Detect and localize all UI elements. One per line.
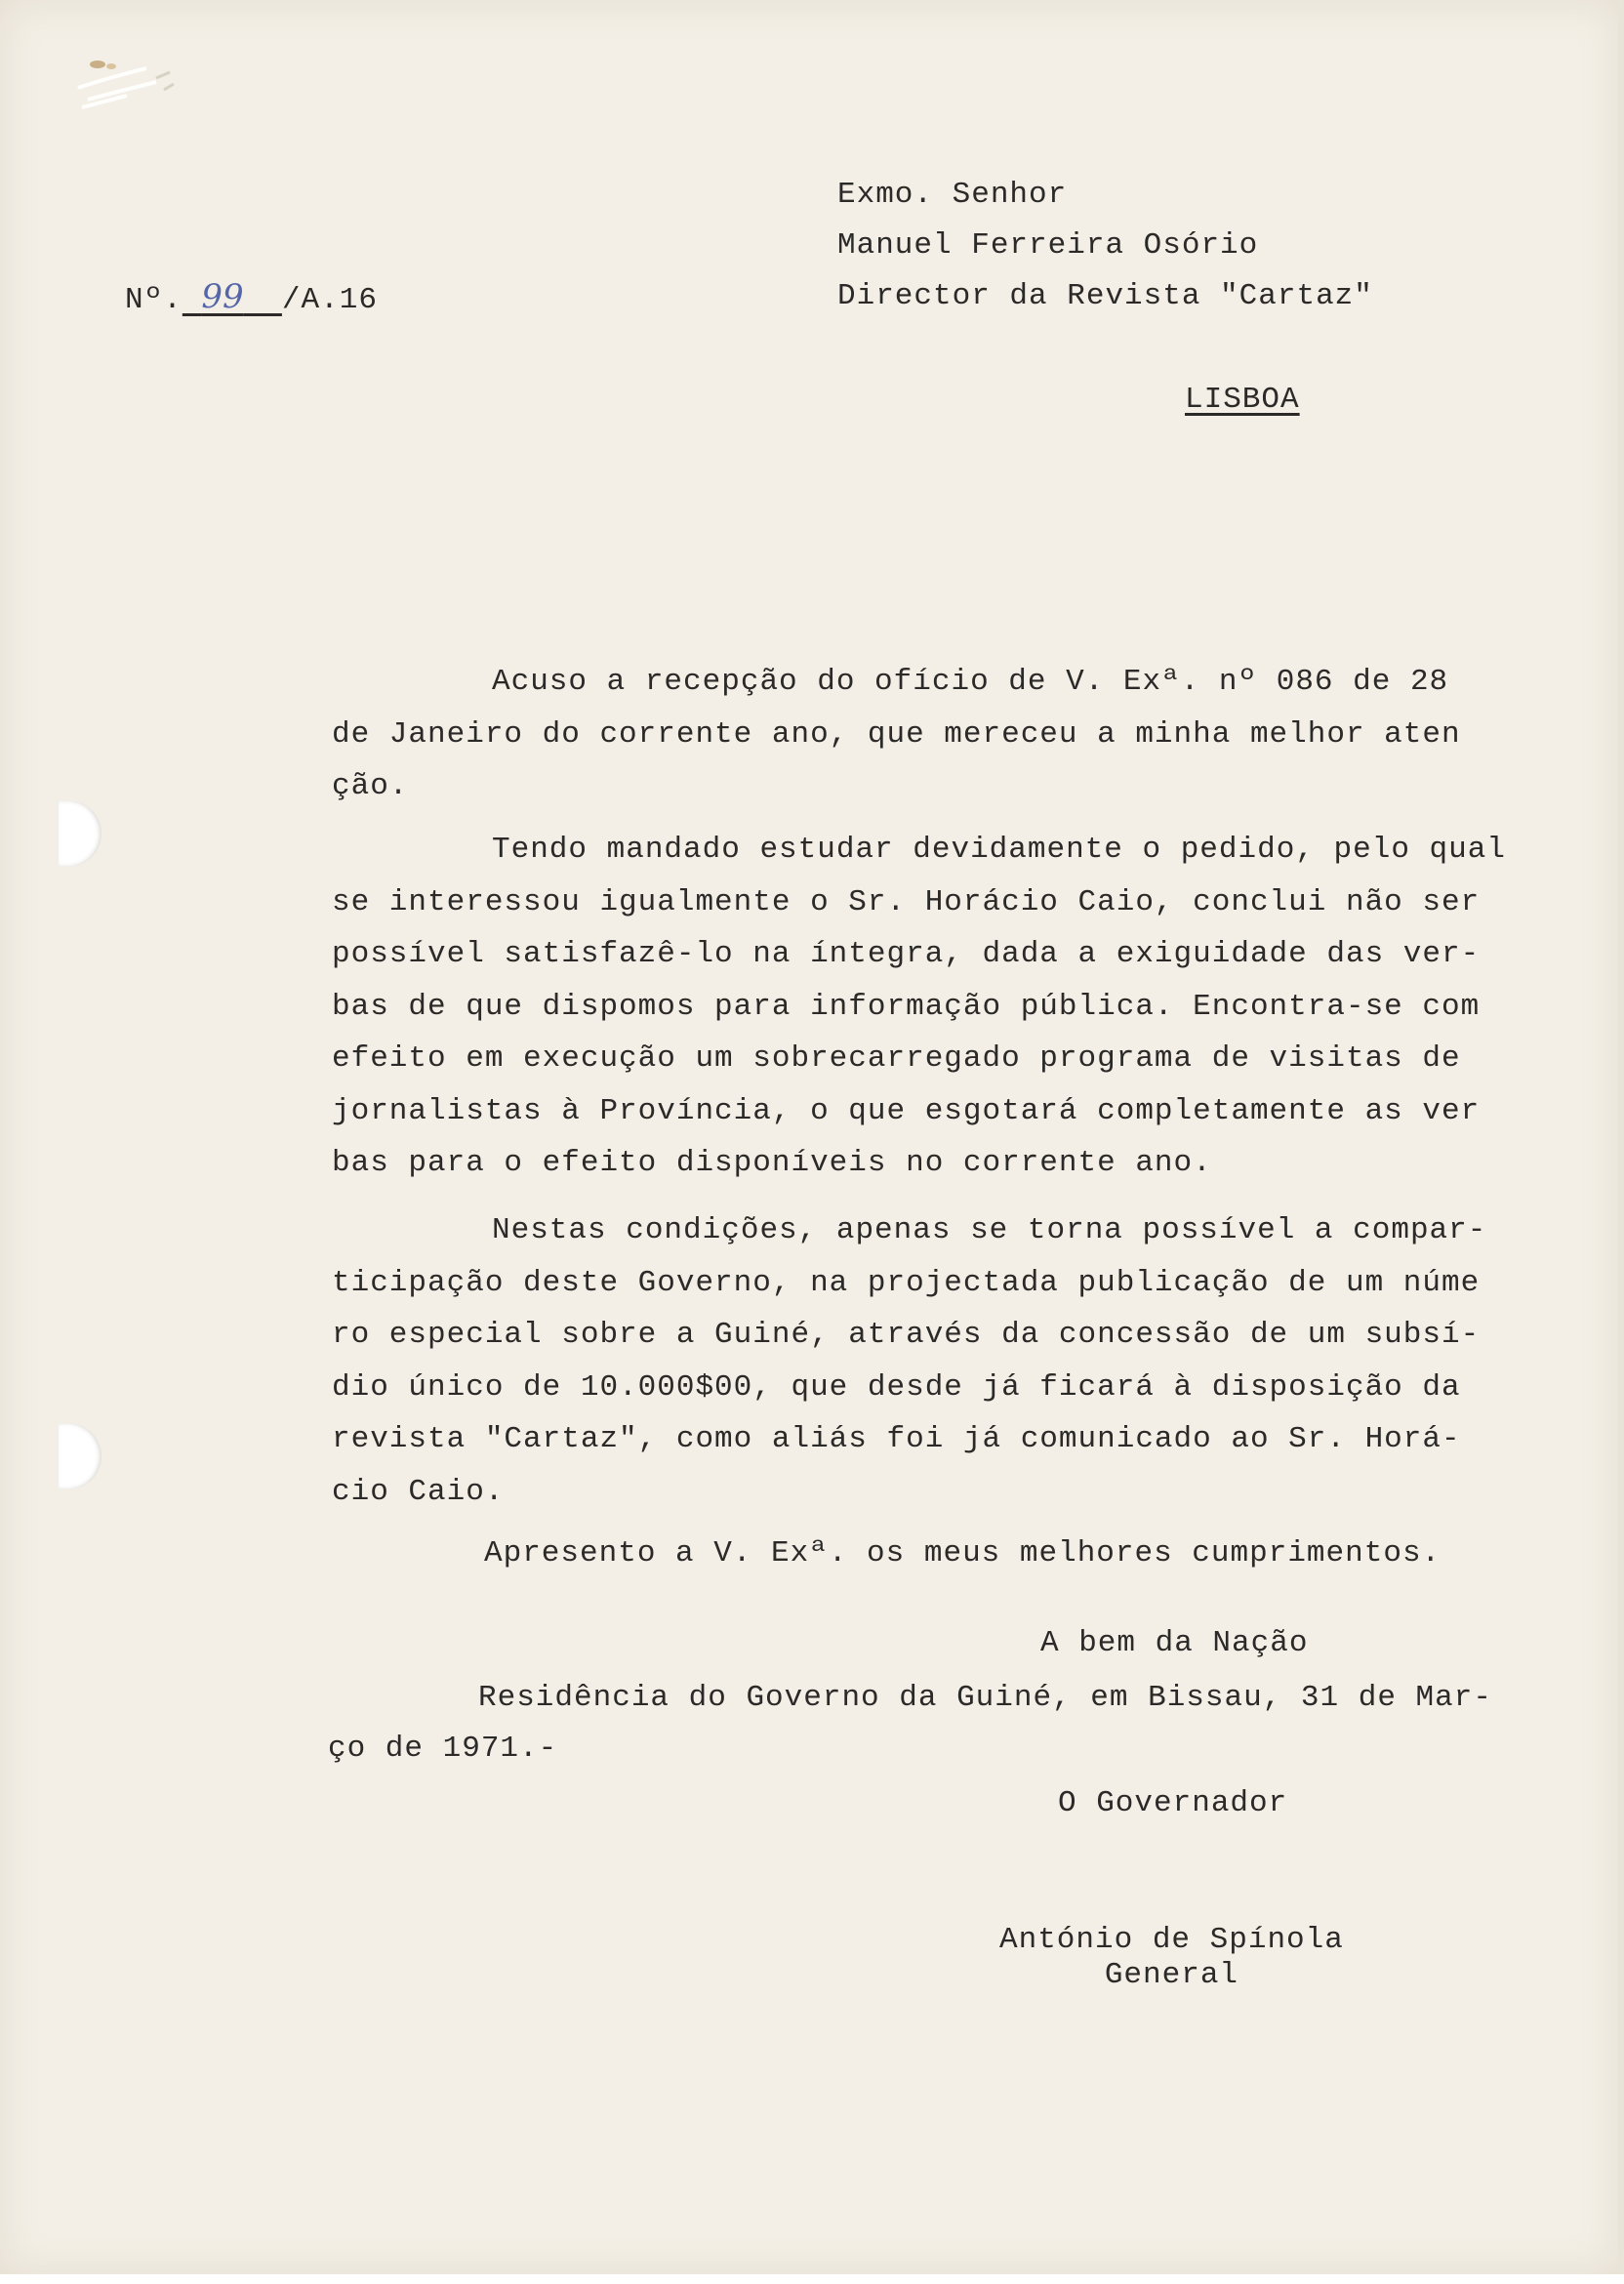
- closing-greeting: Apresento a V. Exª. os meus melhores cumprimentos.: [484, 1536, 1441, 1570]
- addressee-salutation: Exmo. Senhor: [837, 178, 1068, 212]
- reference-blank: [183, 271, 282, 326]
- text-line: Tendo mandado estudar devidamente o pedido, pelo qual: [492, 833, 1506, 867]
- text-line: bas de que dispomos para informação pública. Encontra-se com: [332, 989, 1481, 1024]
- addressee-block: [837, 170, 1373, 322]
- reference-prefix: Nº.: [125, 283, 183, 317]
- text-line: se interessou igualmente o Sr. Horácio Caio, conclui não ser: [332, 884, 1481, 919]
- text-line: ção.: [332, 769, 409, 803]
- paragraph-2: [332, 824, 1506, 1190]
- city-heading: LISBOA: [1185, 383, 1300, 417]
- paragraph-1: [332, 656, 1503, 813]
- text-line: dio único de 10.000$00, que desde já ficará à disposição da: [332, 1369, 1461, 1405]
- text-line: Acuso a recepção do ofício de V. Exª. nº 086 de 28: [492, 665, 1449, 699]
- page-edge: [1618, 0, 1624, 2274]
- signature-block: [999, 1923, 1344, 1993]
- addressee-position: Director da Revista "Cartaz": [837, 279, 1373, 313]
- governor-title: O Governador: [1058, 1786, 1288, 1820]
- text-line: ço de 1971.-: [328, 1732, 558, 1766]
- text-line: revista "Cartaz", como aliás foi já comunicado ao Sr. Horá-: [332, 1422, 1461, 1456]
- reference-suffix: /A.16: [281, 283, 378, 317]
- text-line: cio Caio.: [332, 1474, 505, 1509]
- paper-stain: [68, 49, 176, 117]
- text-line: ticipação deste Governo, na projectada publicação de um núme: [332, 1265, 1481, 1300]
- paragraph-3: [332, 1204, 1503, 1518]
- motto: A bem da Nação: [1040, 1626, 1309, 1660]
- place-date: [328, 1673, 1492, 1774]
- text-line: de Janeiro do corrente ano, que mereceu a minha melhor aten: [332, 716, 1461, 752]
- signatory-name: António de Spínola: [999, 1923, 1344, 1957]
- text-line: bas para o efeito disponíveis no corrente ano.: [332, 1146, 1212, 1180]
- signatory-rank: General: [1104, 1958, 1239, 1992]
- text-line: Nestas condições, apenas se torna possível a compar-: [492, 1213, 1487, 1247]
- reference-number: [125, 271, 378, 326]
- addressee-name: Manuel Ferreira Osório: [837, 228, 1259, 263]
- text-line: jornalistas à Província, o que esgotará completamente as ver: [332, 1093, 1481, 1128]
- text-line: ro especial sobre a Guiné, através da concessão de um subsí-: [332, 1318, 1481, 1352]
- text-line: Residência do Governo da Guiné, em Bissau, 31 de Mar-: [478, 1681, 1492, 1715]
- text-line: efeito em execução um sobrecarregado programa de visitas de: [332, 1041, 1461, 1076]
- text-line: possível satisfazê-lo na íntegra, dada a exiguidade das ver-: [332, 937, 1481, 971]
- handwritten-number: 99: [201, 277, 244, 316]
